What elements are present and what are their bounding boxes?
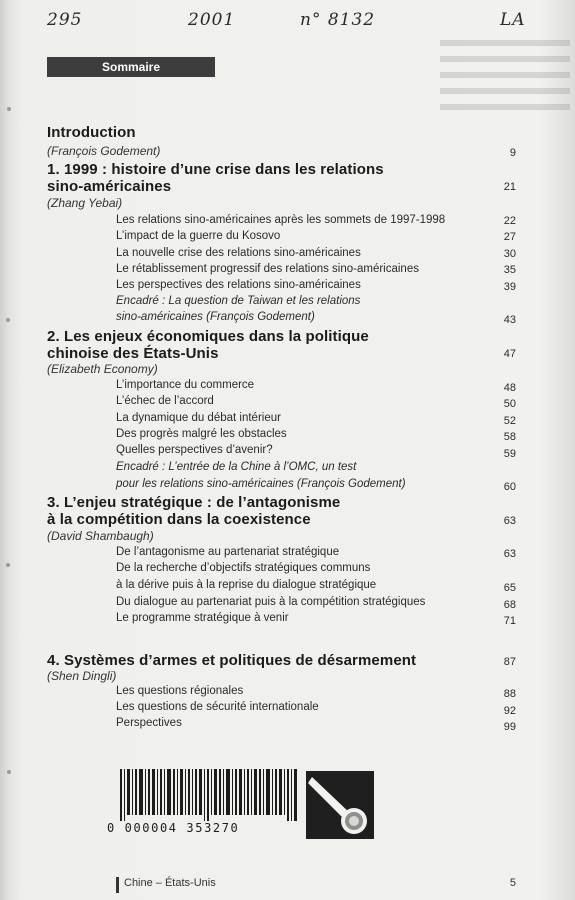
section-entry[interactable]: De l’antagonisme au partenariat stratégique xyxy=(116,546,340,558)
box-entry[interactable]: Encadré : L’entrée de la Chine à l’OMC, un test xyxy=(116,461,357,473)
handwritten-note: n° 8132 xyxy=(300,10,376,30)
scan-speck xyxy=(6,318,10,322)
footer-rule xyxy=(116,877,119,893)
page-number: 58 xyxy=(503,431,516,443)
section-entry[interactable]: Le programme stratégique à venir xyxy=(116,612,289,624)
section-entry[interactable]: Les perspectives des relations sino-américaines xyxy=(116,279,361,291)
page-number: 50 xyxy=(503,398,516,410)
section-entry[interactable]: Le rétablissement progressif des relations sino-américaines xyxy=(116,263,419,275)
box-entry[interactable]: pour les relations sino-américaines (François Godement) xyxy=(116,478,406,490)
chapter-author: (François Godement) xyxy=(47,144,161,158)
section-entry[interactable]: Perspectives xyxy=(116,717,182,729)
section-entry[interactable]: Les questions régionales xyxy=(116,685,244,697)
page-number: 60 xyxy=(503,481,516,493)
page-number: 63 xyxy=(503,515,516,527)
section-entry[interactable]: La nouvelle crise des relations sino-américaines xyxy=(116,247,361,259)
chapter-title[interactable]: 2. Les enjeux économiques dans la politique xyxy=(47,328,369,345)
running-title: Chine – États-Unis xyxy=(124,877,216,889)
box-entry[interactable]: sino-américaines (François Godement) xyxy=(116,311,315,323)
page-number: 47 xyxy=(503,348,516,360)
section-entry[interactable]: Les relations sino-américaines après les sommets de 1997-1998 xyxy=(116,214,446,226)
chapter-author: (Zhang Yebai) xyxy=(47,196,123,210)
page-number: 87 xyxy=(503,656,516,668)
page-number: 35 xyxy=(503,264,516,276)
scan-speck xyxy=(6,563,10,567)
chapter-title[interactable]: chinoise des États-Unis xyxy=(47,345,219,362)
page-number: 99 xyxy=(503,721,516,733)
page-title: Sommaire xyxy=(47,57,215,77)
handwritten-note: 295 xyxy=(47,10,83,30)
section-entry[interactable]: Les questions de sécurité internationale xyxy=(116,701,319,713)
section-entry[interactable]: La dynamique du débat intérieur xyxy=(116,412,281,424)
section-entry[interactable]: De la recherche d’objectifs stratégiques communs xyxy=(116,562,371,574)
section-entry[interactable]: L’impact de la guerre du Kosovo xyxy=(116,230,281,242)
scan-speck xyxy=(7,770,11,774)
page-number: 27 xyxy=(503,231,516,243)
folio-number: 5 xyxy=(509,877,516,889)
publisher-logo xyxy=(306,771,374,839)
chapter-title[interactable]: sino-américaines xyxy=(47,178,172,195)
handwritten-note: LA xyxy=(500,10,526,30)
page-number: 63 xyxy=(503,548,516,560)
chapter-title[interactable]: Introduction xyxy=(47,124,136,141)
chapter-author: (David Shambaugh) xyxy=(47,529,154,543)
chapter-title[interactable]: 4. Systèmes d’armes et politiques de désarmement xyxy=(47,652,417,669)
barcode-number: 0 000004 353270 xyxy=(107,821,240,835)
chapter-author: (Shen Dingli) xyxy=(47,669,117,683)
page-number: 22 xyxy=(503,215,516,227)
scan-speck xyxy=(7,107,11,111)
page-number: 92 xyxy=(503,705,516,717)
bleed-through-text xyxy=(440,40,570,110)
page-number: 30 xyxy=(503,248,516,260)
chapter-author: (Elizabeth Economy) xyxy=(47,362,158,376)
chapter-title[interactable]: 3. L’enjeu stratégique : de l’antagonisme xyxy=(47,494,341,511)
box-entry[interactable]: Encadré : La question de Taiwan et les relations xyxy=(116,295,361,307)
section-entry[interactable]: à la dérive puis à la reprise du dialogue stratégique xyxy=(116,579,377,591)
section-entry[interactable]: Quelles perspectives d’avenir? xyxy=(116,444,273,456)
page-number: 59 xyxy=(503,448,516,460)
page-number: 39 xyxy=(503,281,516,293)
page-number: 68 xyxy=(503,599,516,611)
page-number: 52 xyxy=(503,415,516,427)
chapter-title[interactable]: à la compétition dans la coexistence xyxy=(47,511,311,528)
page-number: 71 xyxy=(503,615,516,627)
page-number: 43 xyxy=(503,314,516,326)
section-entry[interactable]: L’échec de l’accord xyxy=(116,395,214,407)
chapter-title[interactable]: 1. 1999 : histoire d’une crise dans les relations xyxy=(47,161,384,178)
page-number: 48 xyxy=(503,382,516,394)
section-entry[interactable]: L’importance du commerce xyxy=(116,379,255,391)
page-number: 65 xyxy=(503,582,516,594)
page-number: 21 xyxy=(503,181,516,193)
page-number: 88 xyxy=(503,688,516,700)
page-number: 9 xyxy=(509,147,516,159)
barcode-image xyxy=(120,769,302,821)
handwritten-note: 2001 xyxy=(188,10,236,30)
section-entry[interactable]: Du dialogue au partenariat puis à la compétition stratégiques xyxy=(116,596,426,608)
section-entry[interactable]: Des progrès malgré les obstacles xyxy=(116,428,287,440)
